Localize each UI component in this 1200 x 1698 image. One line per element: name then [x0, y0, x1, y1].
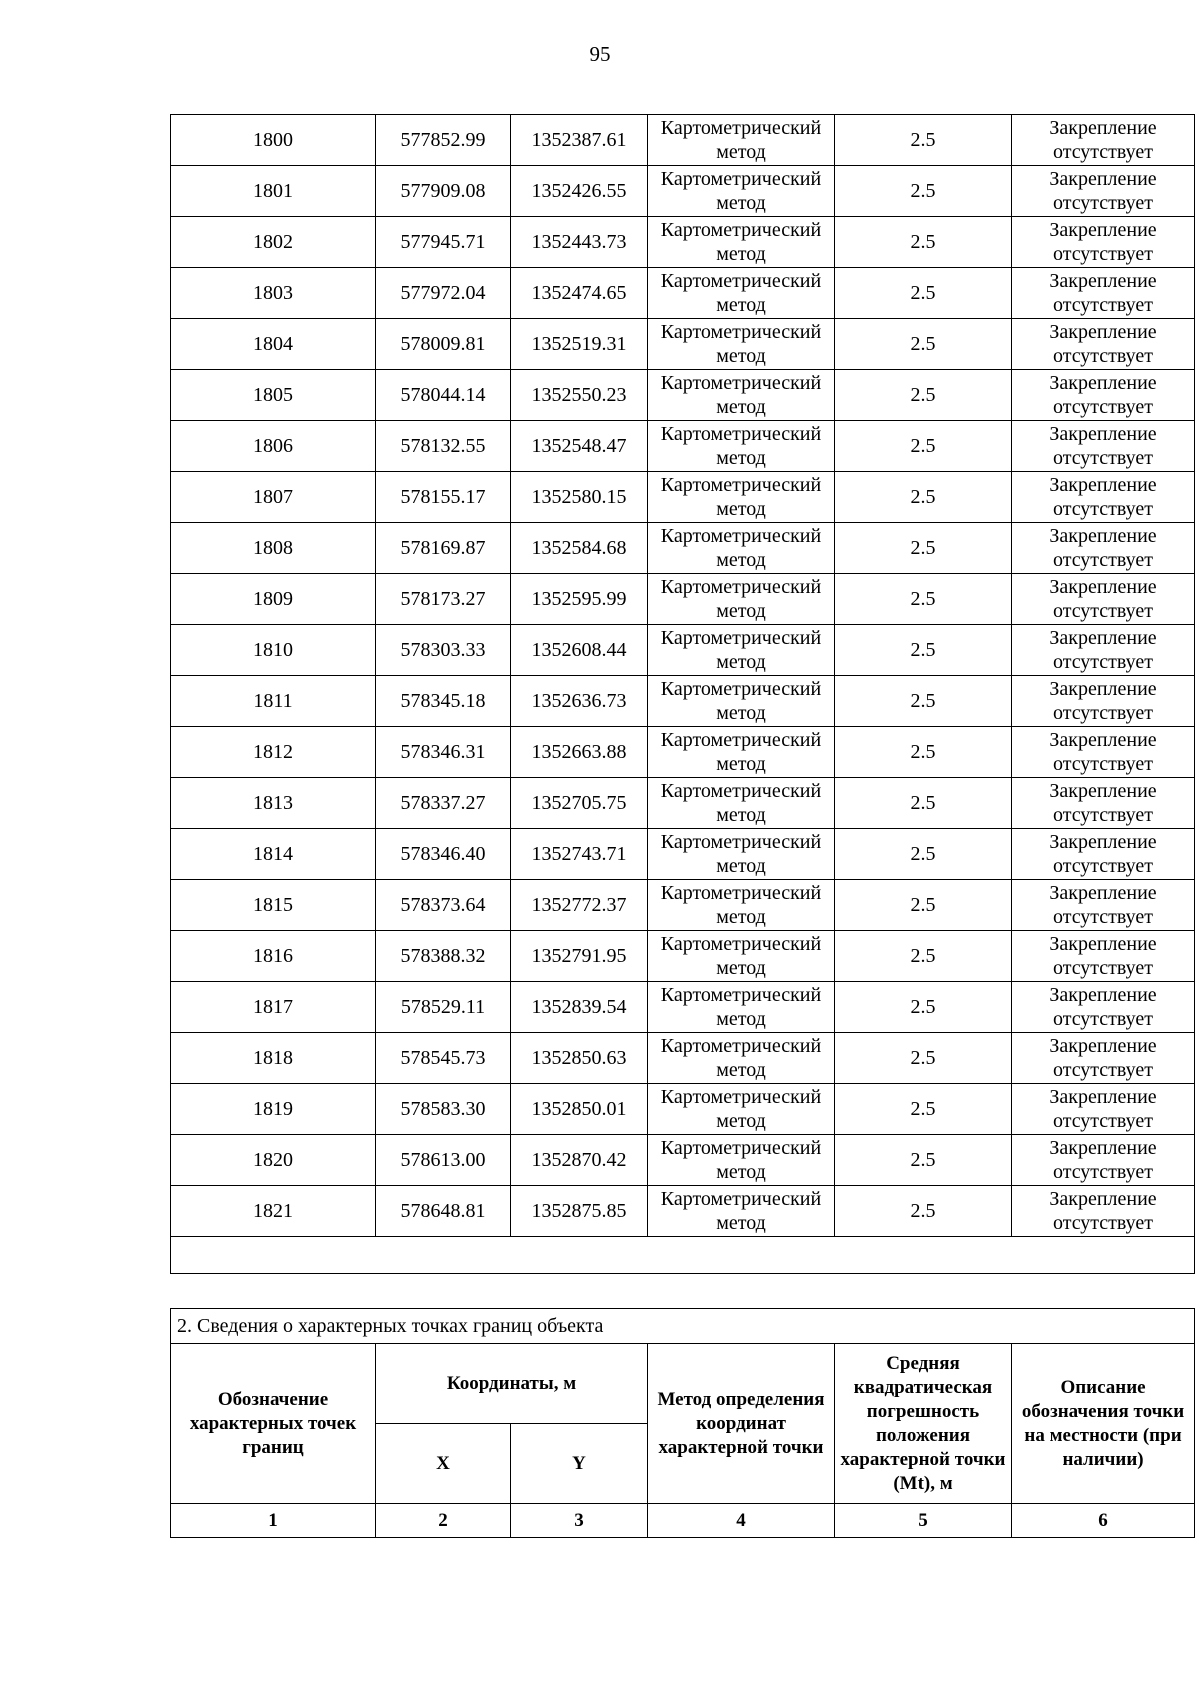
- description-cell: Закрепление отсутствует: [1012, 472, 1195, 523]
- description-cell: Закрепление отсутствует: [1012, 370, 1195, 421]
- coord-x: 577909.08: [376, 166, 511, 217]
- error-cell: 2.5: [835, 115, 1012, 166]
- coord-y: 1352875.85: [511, 1186, 648, 1237]
- coord-y: 1352636.73: [511, 676, 648, 727]
- point-id: 1801: [171, 166, 376, 217]
- table-row: [171, 319, 1195, 370]
- error-cell: 2.5: [835, 1135, 1012, 1186]
- coord-y: 1352791.95: [511, 931, 648, 982]
- coord-x: 578044.14: [376, 370, 511, 421]
- description-cell: Закрепление отсутствует: [1012, 217, 1195, 268]
- coord-y: 1352870.42: [511, 1135, 648, 1186]
- column-number: 3: [511, 1504, 648, 1538]
- method-cell: Картометрический метод: [648, 1084, 835, 1135]
- coord-x: 578346.31: [376, 727, 511, 778]
- error-cell: 2.5: [835, 1084, 1012, 1135]
- header-error: Средняя квадратическая погрешность положения характерной точки (Mt), м: [835, 1344, 1012, 1504]
- table-row: [171, 472, 1195, 523]
- coord-y: 1352474.65: [511, 268, 648, 319]
- table-row: [171, 523, 1195, 574]
- table-row: [171, 166, 1195, 217]
- coord-y: 1352584.68: [511, 523, 648, 574]
- method-cell: Картометрический метод: [648, 982, 835, 1033]
- method-cell: Картометрический метод: [648, 472, 835, 523]
- method-cell: Картометрический метод: [648, 115, 835, 166]
- method-cell: Картометрический метод: [648, 727, 835, 778]
- page-number: 95: [589, 42, 611, 66]
- coord-y: 1352443.73: [511, 217, 648, 268]
- coord-x: 578303.33: [376, 625, 511, 676]
- description-cell: Закрепление отсутствует: [1012, 1084, 1195, 1135]
- method-cell: Картометрический метод: [648, 217, 835, 268]
- column-number: 5: [835, 1504, 1012, 1538]
- table-row: [171, 268, 1195, 319]
- description-cell: Закрепление отсутствует: [1012, 523, 1195, 574]
- table-row: [171, 574, 1195, 625]
- error-cell: 2.5: [835, 421, 1012, 472]
- point-id: 1807: [171, 472, 376, 523]
- point-id: 1817: [171, 982, 376, 1033]
- point-id: 1814: [171, 829, 376, 880]
- point-id: 1800: [171, 115, 376, 166]
- description-cell: Закрепление отсутствует: [1012, 166, 1195, 217]
- empty-row: [171, 1237, 1195, 1274]
- coord-x: 578613.00: [376, 1135, 511, 1186]
- method-cell: Картометрический метод: [648, 574, 835, 625]
- description-cell: Закрепление отсутствует: [1012, 931, 1195, 982]
- column-number: 2: [376, 1504, 511, 1538]
- point-id: 1821: [171, 1186, 376, 1237]
- point-id: 1813: [171, 778, 376, 829]
- description-cell: Закрепление отсутствует: [1012, 268, 1195, 319]
- description-cell: Закрепление отсутствует: [1012, 982, 1195, 1033]
- table-row: [171, 370, 1195, 421]
- error-cell: 2.5: [835, 268, 1012, 319]
- error-cell: 2.5: [835, 625, 1012, 676]
- method-cell: Картометрический метод: [648, 829, 835, 880]
- error-cell: 2.5: [835, 166, 1012, 217]
- header-y: Y: [511, 1424, 648, 1504]
- coord-x: 577852.99: [376, 115, 511, 166]
- header-method: Метод определения координат характерной точки: [648, 1344, 835, 1504]
- point-id: 1810: [171, 625, 376, 676]
- point-id: 1809: [171, 574, 376, 625]
- method-cell: Картометрический метод: [648, 166, 835, 217]
- error-cell: 2.5: [835, 1186, 1012, 1237]
- coord-y: 1352595.99: [511, 574, 648, 625]
- description-cell: Закрепление отсутствует: [1012, 676, 1195, 727]
- coord-y: 1352519.31: [511, 319, 648, 370]
- description-cell: Закрепление отсутствует: [1012, 115, 1195, 166]
- error-cell: 2.5: [835, 472, 1012, 523]
- point-id: 1808: [171, 523, 376, 574]
- description-cell: Закрепление отсутствует: [1012, 1135, 1195, 1186]
- coord-x: 578583.30: [376, 1084, 511, 1135]
- point-id: 1812: [171, 727, 376, 778]
- header-x: X: [376, 1424, 511, 1504]
- table-row: [171, 778, 1195, 829]
- column-number: 6: [1012, 1504, 1195, 1538]
- table-row: [171, 880, 1195, 931]
- coord-y: 1352548.47: [511, 421, 648, 472]
- coord-x: 578529.11: [376, 982, 511, 1033]
- column-number: 1: [171, 1504, 376, 1538]
- coord-y: 1352426.55: [511, 166, 648, 217]
- point-id: 1806: [171, 421, 376, 472]
- table-row: [171, 217, 1195, 268]
- coord-y: 1352772.37: [511, 880, 648, 931]
- method-cell: Картометрический метод: [648, 1135, 835, 1186]
- coord-x: 578388.32: [376, 931, 511, 982]
- coord-y: 1352550.23: [511, 370, 648, 421]
- empty-cell: [171, 1237, 1195, 1274]
- method-cell: Картометрический метод: [648, 778, 835, 829]
- table-row: [171, 625, 1195, 676]
- coord-x: 578132.55: [376, 421, 511, 472]
- coord-x: 578545.73: [376, 1033, 511, 1084]
- description-cell: Закрепление отсутствует: [1012, 1186, 1195, 1237]
- coord-x: 578169.87: [376, 523, 511, 574]
- coord-y: 1352705.75: [511, 778, 648, 829]
- method-cell: Картометрический метод: [648, 319, 835, 370]
- coord-y: 1352839.54: [511, 982, 648, 1033]
- header-coordinates: Координаты, м: [376, 1344, 648, 1424]
- method-cell: Картометрический метод: [648, 880, 835, 931]
- table-row: [171, 115, 1195, 166]
- description-cell: Закрепление отсутствует: [1012, 778, 1195, 829]
- coord-y: 1352608.44: [511, 625, 648, 676]
- error-cell: 2.5: [835, 319, 1012, 370]
- section-2-table: [170, 1308, 1195, 1538]
- method-cell: Картометрический метод: [648, 1186, 835, 1237]
- error-cell: 2.5: [835, 880, 1012, 931]
- description-cell: Закрепление отсутствует: [1012, 625, 1195, 676]
- method-cell: Картометрический метод: [648, 370, 835, 421]
- column-number: 4: [648, 1504, 835, 1538]
- coord-y: 1352387.61: [511, 115, 648, 166]
- coord-x: 578173.27: [376, 574, 511, 625]
- method-cell: Картометрический метод: [648, 1033, 835, 1084]
- description-cell: Закрепление отсутствует: [1012, 574, 1195, 625]
- coord-x: 578346.40: [376, 829, 511, 880]
- points-table-body: [171, 115, 1195, 1274]
- error-cell: 2.5: [835, 982, 1012, 1033]
- error-cell: 2.5: [835, 574, 1012, 625]
- error-cell: 2.5: [835, 1033, 1012, 1084]
- error-cell: 2.5: [835, 778, 1012, 829]
- error-cell: 2.5: [835, 931, 1012, 982]
- coord-y: 1352663.88: [511, 727, 648, 778]
- point-id: 1804: [171, 319, 376, 370]
- method-cell: Картометрический метод: [648, 625, 835, 676]
- description-cell: Закрепление отсутствует: [1012, 829, 1195, 880]
- error-cell: 2.5: [835, 370, 1012, 421]
- method-cell: Картометрический метод: [648, 676, 835, 727]
- points-table: [170, 114, 1195, 1274]
- header-designation: Обозначение характерных точек границ: [171, 1344, 376, 1504]
- section-2-title: 2. Сведения о характерных точках границ объекта: [171, 1309, 1195, 1344]
- point-id: 1819: [171, 1084, 376, 1135]
- coord-y: 1352580.15: [511, 472, 648, 523]
- table-row: [171, 982, 1195, 1033]
- table-row: [171, 421, 1195, 472]
- coord-x: 578155.17: [376, 472, 511, 523]
- coord-y: 1352850.01: [511, 1084, 648, 1135]
- table-row: [171, 829, 1195, 880]
- table-row: [171, 1186, 1195, 1237]
- point-id: 1811: [171, 676, 376, 727]
- coord-x: 578345.18: [376, 676, 511, 727]
- description-cell: Закрепление отсутствует: [1012, 880, 1195, 931]
- point-id: 1820: [171, 1135, 376, 1186]
- coord-x: 578009.81: [376, 319, 511, 370]
- point-id: 1802: [171, 217, 376, 268]
- method-cell: Картометрический метод: [648, 523, 835, 574]
- table-row: [171, 1033, 1195, 1084]
- method-cell: Картометрический метод: [648, 268, 835, 319]
- description-cell: Закрепление отсутствует: [1012, 1033, 1195, 1084]
- error-cell: 2.5: [835, 523, 1012, 574]
- point-id: 1805: [171, 370, 376, 421]
- method-cell: Картометрический метод: [648, 421, 835, 472]
- header-description: Описание обозначения точки на местности (при наличии): [1012, 1344, 1195, 1504]
- coord-y: 1352850.63: [511, 1033, 648, 1084]
- table-row: [171, 1135, 1195, 1186]
- table-row: [171, 727, 1195, 778]
- coord-x: 578337.27: [376, 778, 511, 829]
- point-id: 1816: [171, 931, 376, 982]
- point-id: 1815: [171, 880, 376, 931]
- description-cell: Закрепление отсутствует: [1012, 421, 1195, 472]
- coord-x: 578648.81: [376, 1186, 511, 1237]
- point-id: 1803: [171, 268, 376, 319]
- coord-y: 1352743.71: [511, 829, 648, 880]
- coord-x: 578373.64: [376, 880, 511, 931]
- error-cell: 2.5: [835, 727, 1012, 778]
- coord-x: 577972.04: [376, 268, 511, 319]
- description-cell: Закрепление отсутствует: [1012, 319, 1195, 370]
- error-cell: 2.5: [835, 829, 1012, 880]
- point-id: 1818: [171, 1033, 376, 1084]
- error-cell: 2.5: [835, 217, 1012, 268]
- error-cell: 2.5: [835, 676, 1012, 727]
- table-row: [171, 931, 1195, 982]
- method-cell: Картометрический метод: [648, 931, 835, 982]
- table-row: [171, 1084, 1195, 1135]
- coord-x: 577945.71: [376, 217, 511, 268]
- description-cell: Закрепление отсутствует: [1012, 727, 1195, 778]
- table-row: [171, 676, 1195, 727]
